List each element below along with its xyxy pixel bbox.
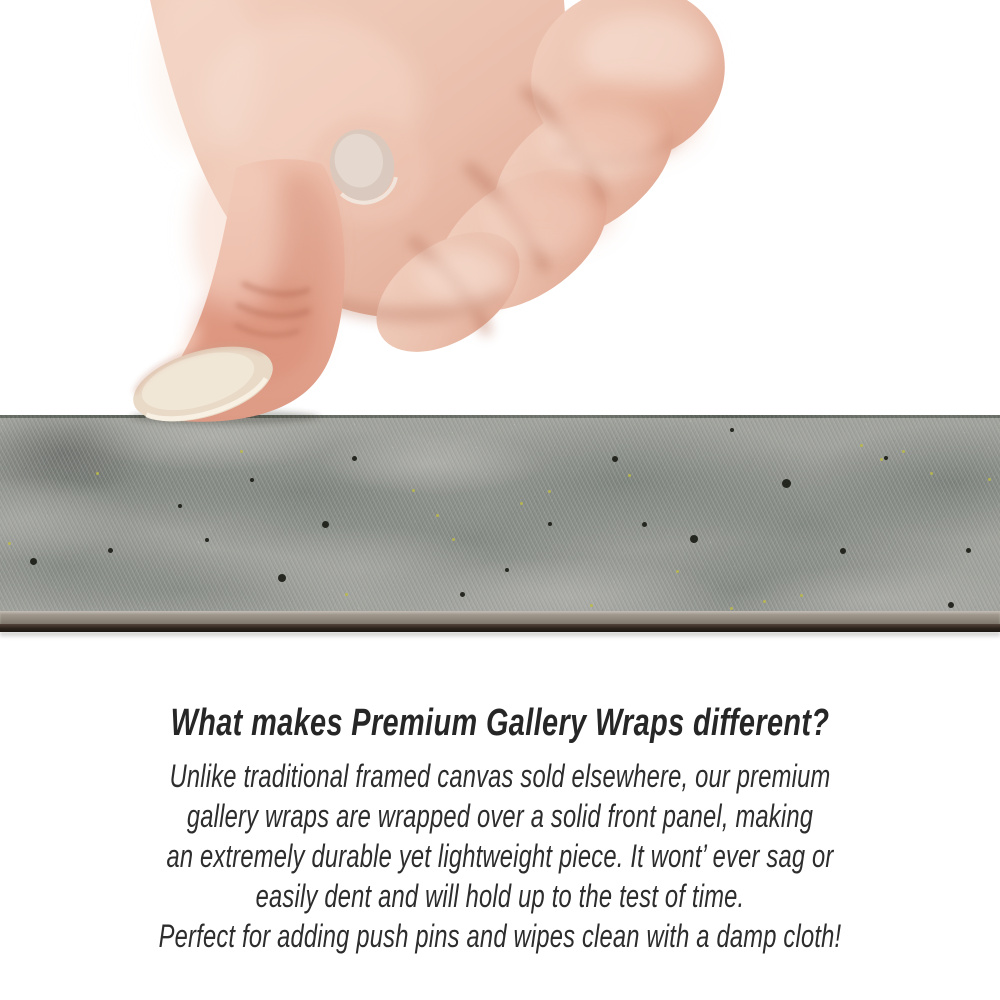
canvas-speckle-hole (250, 478, 254, 482)
canvas-speckle-hole (690, 535, 698, 543)
description-line: an extremely durable yet lightweight piece. It wont’ ever sag or (166, 838, 834, 874)
canvas-speckle-hole (108, 548, 113, 553)
canvas-yellow-speck (930, 472, 933, 475)
canvas-yellow-speck (520, 502, 523, 505)
canvas-speckle-hole (840, 548, 846, 554)
canvas-speckle-hole (884, 456, 888, 460)
hand-pressing-thumb-photo (0, 0, 1000, 432)
canvas-yellow-speck (800, 594, 803, 597)
canvas-yellow-speck (763, 600, 766, 603)
strip-drop-shadow (0, 632, 1000, 638)
canvas-speckle-hole (352, 456, 357, 461)
description-line: Perfect for adding push pins and wipes clean with a damp cloth! (158, 918, 842, 954)
canvas-speckle-hole (30, 558, 37, 565)
canvas-yellow-speck (548, 490, 551, 493)
canvas-speckle-hole (548, 522, 552, 526)
canvas-bottom-edge-line (0, 624, 1000, 632)
canvas-yellow-speck (628, 474, 631, 477)
description-block (0, 701, 1000, 956)
description-line: Unlike traditional framed canvas sold elsewhere, our premium (169, 758, 831, 794)
canvas-front-face (0, 415, 1000, 611)
canvas-speckle-hole (460, 592, 465, 597)
canvas-speckle-hole (782, 479, 791, 488)
canvas-speckle-hole (278, 574, 286, 582)
canvas-grain-texture (0, 418, 1000, 611)
canvas-yellow-speck (902, 450, 905, 453)
canvas-yellow-speck (988, 478, 991, 481)
canvas-yellow-speck (676, 570, 679, 573)
description-line: easily dent and will hold up to the test of time. (255, 878, 745, 914)
canvas-yellow-speck (8, 542, 11, 545)
canvas-yellow-speck (590, 604, 593, 607)
description-line: gallery wraps are wrapped over a solid front panel, making (186, 798, 814, 834)
canvas-yellow-speck (436, 514, 439, 517)
canvas-panel-side-edge (0, 611, 1000, 624)
canvas-speckle-hole (178, 504, 182, 508)
canvas-yellow-speck (452, 538, 455, 541)
canvas-speckle-hole (505, 568, 509, 572)
canvas-speckle-hole (612, 456, 618, 462)
canvas-speckle-hole (322, 521, 329, 528)
canvas-speckle-hole (205, 538, 209, 542)
canvas-speckle-hole (948, 602, 954, 608)
canvas-yellow-speck (345, 593, 348, 596)
canvas-yellow-speck (880, 458, 883, 461)
canvas-yellow-speck (730, 607, 733, 610)
canvas-yellow-speck (240, 450, 243, 453)
section-heading: What makes Premium Gallery Wraps different? (170, 702, 830, 744)
canvas-speckle-hole (966, 548, 971, 553)
canvas-yellow-speck (96, 472, 99, 475)
canvas-texture-strip (0, 415, 1000, 638)
canvas-speckle-hole (642, 522, 647, 527)
canvas-yellow-speck (860, 444, 863, 447)
canvas-yellow-speck (412, 489, 415, 492)
